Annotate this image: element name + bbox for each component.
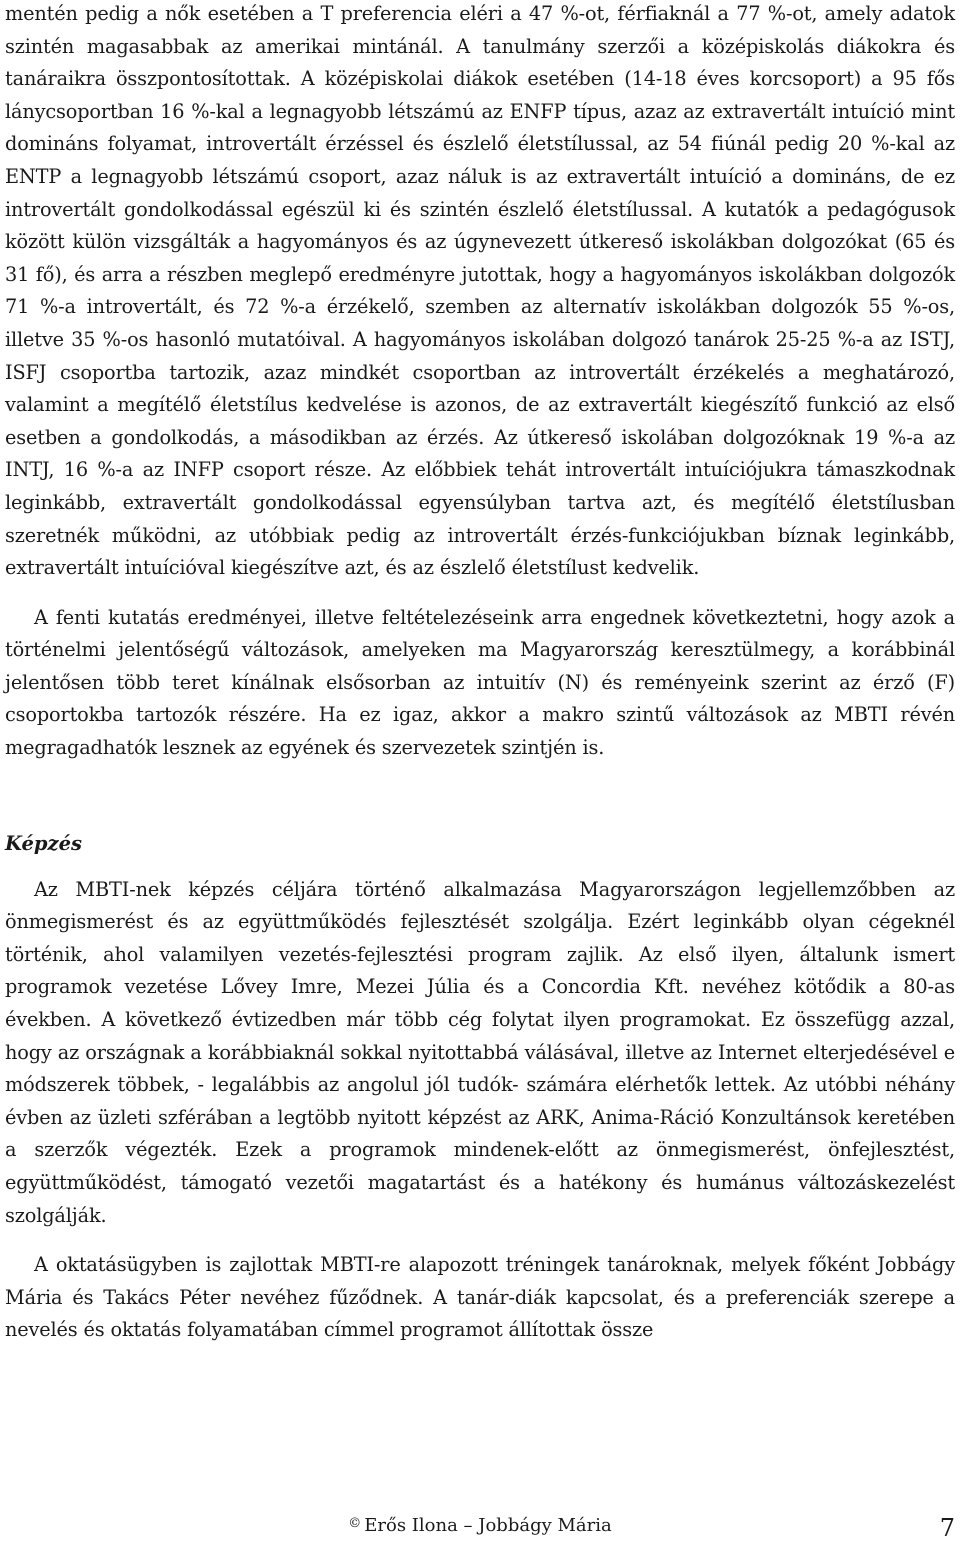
body-paragraph-2: A fenti kutatás eredményei, illetve feltételezéseink arra engednek következtetni, hogy azok a történelmi jelentőségű változások, amelyeken ma Magyarország keresztülmegy, a korábbinál jelentősen több teret kínálnak elsősorban az intuitív (N) és reményeink szerint az érző (F) csoportokba tartozók részére. Ha ez igaz, akkor a makro szintű változások az MBTI révén megragadhatók lesznek az egyének és szervezetek szintjén is. (5, 605, 955, 760)
footer-credit (5, 1511, 955, 1542)
footer-authors: Erős Ilona – Jobbágy Mária (364, 1515, 612, 1536)
document-page (5, 0, 955, 1347)
section-heading-kepzes: Képzés (5, 831, 83, 855)
page-number: 7 (939, 1514, 955, 1542)
body-paragraph-1: mentén pedig a nők esetében a T preferencia eléri a 47 %-ot, férfiaknál a 77 %-ot, amely adatok szintén magasabbak az amerikai mintánál. A tanulmány szerzői a középiskolás diákokra és tanáraikra összpontosítottak. A középiskolai diákok esetében (14-18 éves korcsoport) a 95 fős lánycsoportban 16 %-kal a legnagyobb létszámú az ENFP típus, azaz az extravertált intuíció mint domináns folyamat, introvertált érzéssel és észlelő életstílussal, az 54 fiúnál pedig 20 %-kal az ENTP a legnagyobb létszámú csoport, azaz náluk is az extravertált intuíció a domináns, de ez introvertált gondolkodással egészül ki és szintén észlelő életstílussal. A kutatók a pedagógusok között külön vizsgálták a hagyományos és az úgynevezett útkereső iskolákban dolgozókat (65 és 31 fő), és arra a részben meglepő eredményre jutottak, hogy a hagyományos iskolákban dolgozók 71 %-a introvertált, és 72 %-a érzékelő, szemben az alternatív iskolákban dolgozók 55 %-os, illetve 35 %-os hasonló mutatóival. A hagyományos iskolában dolgozó tanárok 25-25 %-a az ISTJ, ISFJ csoportba tartozik, azaz mindkét csoportban az introvertált érzékelés a meghatározó, valamint a megítélő életstílus kedvelése is azonos, de az extravertált kiegészítő funkció az első esetben a gondolkodás, a másodikban az érzés. Az útkereső iskolában dolgozóknak 19 %-a az INTJ, 16 %-a az INFP csoport része. Az előbbiek tehát introvertált intuíciójukra támaszkodnak leginkább, extravertált gondolkodással egyensúlyban tartva azt, és megítélő életstílusban szeretnék működni, az utóbbiak pedig az introvertált érzés-funkciójukban bíznak leginkább, extravertált intuícióval kiegészítve azt, és az észlelő életstílust kedvelik. (5, 2, 955, 580)
body-paragraph-3: Az MBTI-nek képzés céljára történő alkalmazása Magyarországon legjellemzőbben az önmegismerést és az együttműködés fejlesztését szolgálja. Ezért leginkább olyan cégeknél történik, ahol valamilyen vezetés-fejlesztési program zajlik. Az első ilyen, általunk ismert programok vezetése Lővey Imre, Mezei Júlia és a Concordia Kft. nevéhez kötődik a 80-as években. A következő évtizedben már több cég folytat ilyen programokat. Ez összefügg azzal, hogy az országnak a korábbiaknál sokkal nyitottabbá válásával, illetve az Internet elterjedésével e módszerek többek, - legalábbis az angolul jól tudók- számára elérhetők lettek. Az utóbbi néhány évben az üzleti szférában a legtöbb nyitott képzést az ARK, Anima-Ráció Konzultánsok keretében a szerzők végezték. Ezek a programok mindenek-előtt az önmegismerést, önfejlesztést, együttműködést, támogató vezetői magatartást és a hatékony és humánus változáskezelést szolgálják. (5, 877, 955, 1227)
body-paragraph-4: A oktatásügyben is zajlottak MBTI-re alapozott tréningek tanároknak, melyek főként Jobbágy Mária és Takács Péter nevéhez fűződnek. A tanár-diák kapcsolat, és a preferenciák szerepe a nevelés és oktatás folyamatában címmel programot állítottak össze (5, 1253, 955, 1342)
copyright-symbol: © (348, 1516, 362, 1531)
page-footer (5, 1509, 955, 1541)
